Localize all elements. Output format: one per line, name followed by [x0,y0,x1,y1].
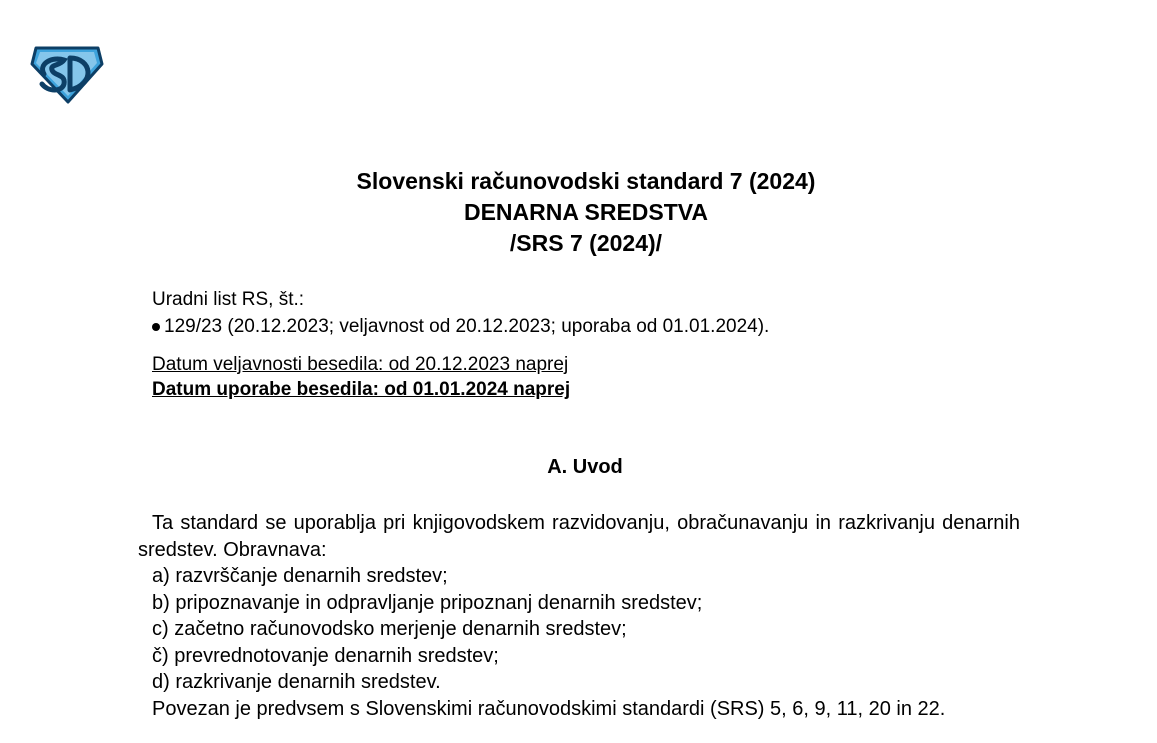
document-subject: DENARNA SREDSTVA [463,199,709,225]
list-item: b) pripoznavanje in odpravljanje pripoznanj denarnih sredstev; [152,591,703,614]
gazette-item [152,313,769,340]
related-paragraph: Povezan je predvsem s Slovenskimi računovodskimi standardi (SRS) 5, 6, 9, 11, 20 in 22. [152,697,946,720]
document-code: /SRS 7 (2024)/ [509,230,663,256]
list-item: a) razvrščanje denarnih sredstev; [152,565,448,587]
list-item: c) začetno računovodsko merjenje denarnih sredstev; [152,618,627,640]
document-header [0,166,1157,259]
intro-paragraph: Ta standard se uporablja pri knjigovodskem razvidovanju, obračunavanju in razkrivanju denarnih sredstev. Obravnava: [138,512,1020,561]
section-heading: A. Uvod [547,456,623,478]
sd-logo [30,44,104,104]
document-title: Slovenski računovodski standard 7 (2024) [356,168,816,194]
gazette-item-text: 129/23 (20.12.2023; veljavnost od 20.12.2023; uporaba od 01.01.2024). [164,316,770,337]
list-item: č) prevrednotovanje denarnih sredstev; [152,644,499,667]
official-gazette [152,286,769,340]
application-date: Datum uporabe besedila: od 01.01.2024 naprej [152,379,571,400]
validity-date: Datum veljavnosti besedila: od 20.12.2023 naprej [152,354,569,375]
text-dates [152,352,570,402]
bullet-icon [152,323,160,331]
section-body [138,510,1020,722]
gazette-label: Uradni list RS, št.: [152,289,305,310]
list-item: d) razkrivanje denarnih sredstev. [152,671,441,693]
